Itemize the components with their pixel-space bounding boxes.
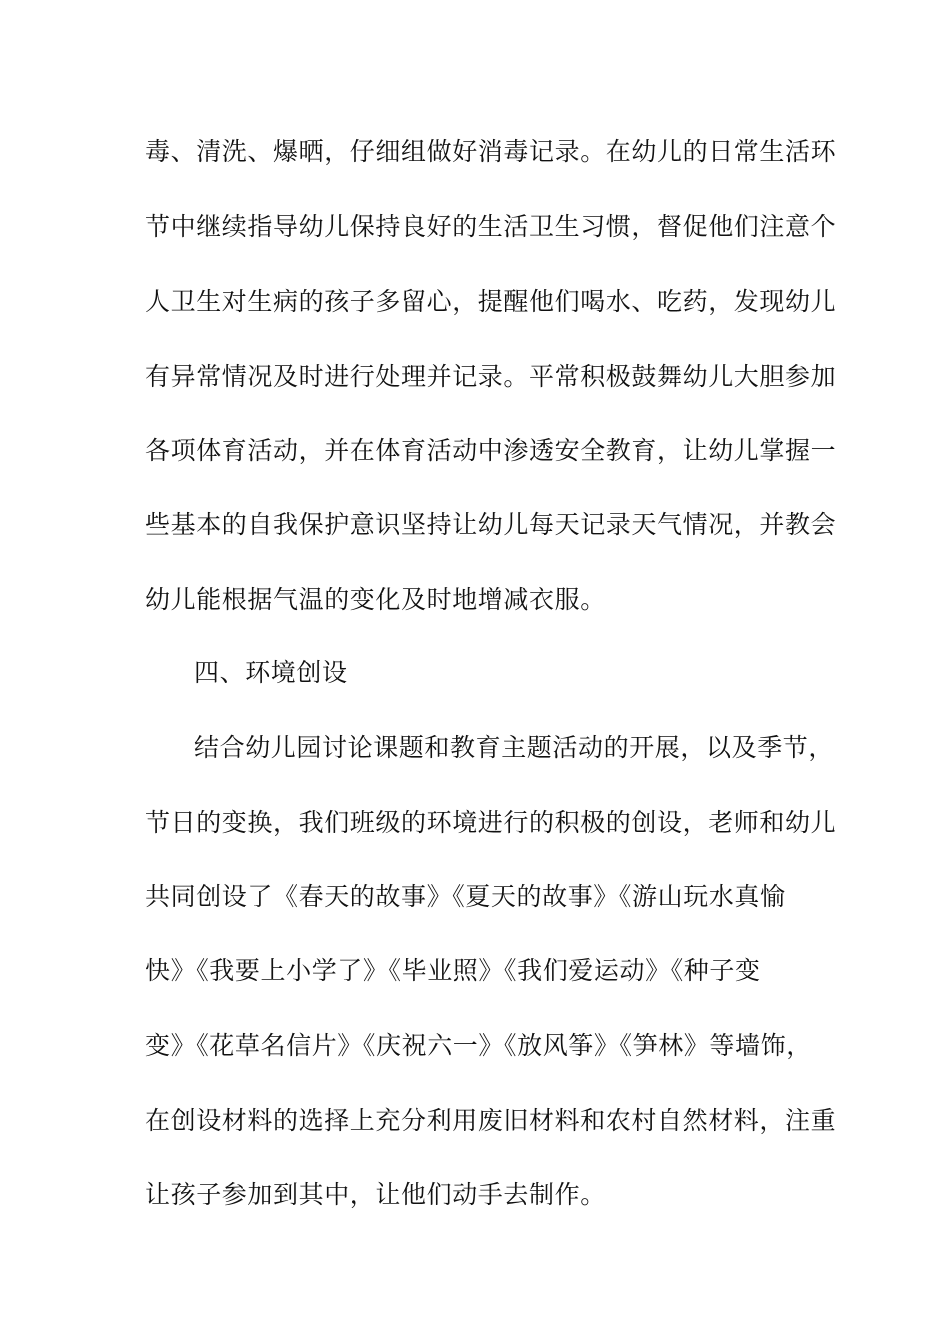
paragraph-line: 些基本的自我保护意识坚持让幼儿每天记录天气情况，并教会 — [145, 510, 837, 539]
paragraph-line: 让孩子参加到其中，让他们动手去制作。 — [145, 1180, 606, 1209]
paragraph-line: 快》《我要上小学了》《毕业照》《我们爱运动》《种子变 — [145, 956, 761, 985]
paragraph-line: 变》《花草名信片》《庆祝六一》《放风筝》《笋林》等墙饰， — [145, 1031, 812, 1060]
paragraph-line: 人卫生对生病的孩子多留心，提醒他们喝水、吃药，发现幼儿 — [145, 287, 837, 316]
paragraph-line: 在创设材料的选择上充分利用废旧材料和农村自然材料，注重 — [145, 1106, 837, 1135]
paragraph-line: 共同创设了《春天的故事》《夏天的故事》《游山玩水真愉 — [145, 882, 786, 911]
paragraph-line: 结合幼儿园讨论课题和教育主题活动的开展，以及季节， — [194, 733, 835, 762]
section-heading: 四、环境创设 — [194, 658, 348, 687]
paragraph-line: 毒、清洗、爆晒，仔细组做好消毒记录。在幼儿的日常生活环 — [145, 137, 837, 166]
paragraph-line: 节中继续指导幼儿保持良好的生活卫生习惯，督促他们注意个 — [145, 212, 837, 241]
paragraph-line: 节日的变换，我们班级的环境进行的积极的创设，老师和幼儿 — [145, 808, 837, 837]
paragraph-line: 幼儿能根据气温的变化及时地增减衣服。 — [145, 585, 606, 614]
paragraph-line: 有异常情况及时进行处理并记录。平常积极鼓舞幼儿大胆参加 — [145, 362, 837, 391]
paragraph-line: 各项体育活动，并在体育活动中渗透安全教育，让幼儿掌握一 — [145, 436, 837, 465]
